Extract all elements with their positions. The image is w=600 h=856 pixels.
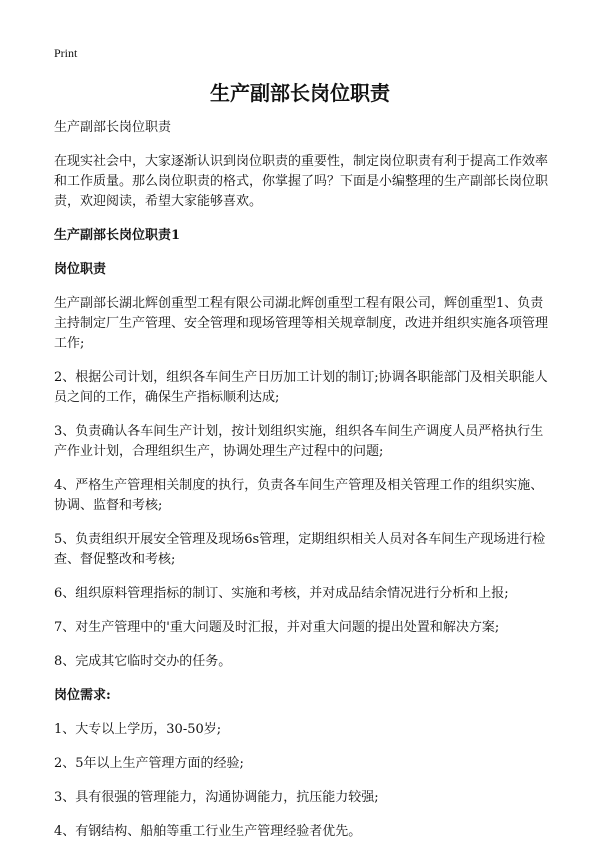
section-title: 生产副部长岗位职责1 <box>54 228 181 243</box>
requirement-item: 2、5年以上生产管理方面的经验; <box>54 756 244 771</box>
subtitle: 生产副部长岗位职责 <box>54 120 172 135</box>
duty-item: 4、严格生产管理相关制度的执行，负责各车间生产管理及相关管理工作的组织实施、协调、监督和考核; <box>54 478 544 513</box>
page-title: 生产副部长岗位职责 <box>210 81 390 105</box>
requirement-item: 1、大专以上学历，30-50岁; <box>54 722 222 737</box>
duty-item: 生产副部长湖北辉创重型工程有限公司湖北辉创重型工程有限公司，辉创重型1、负责主持制定厂生产管理、安全管理和现场管理等相关规章制度，改进并组织实施各项管理工作; <box>54 296 549 351</box>
duty-item: 2、根据公司计划，组织各车间生产日历加工计划的制订;协调各职能部门及相关职能人员之间的工作，确保生产指标顺利达成; <box>54 370 548 405</box>
document-body <box>54 118 550 856</box>
duty-item: 8、完成其它临时交办的任务。 <box>54 654 232 669</box>
requirements-heading: 岗位需求: <box>54 688 111 703</box>
requirement-item: 4、有钢结构、船舶等重工行业生产管理经验者优先。 <box>54 824 362 839</box>
print-link[interactable]: Print <box>54 46 78 60</box>
duty-item: 3、负责确认各车间生产计划，按计划组织实施，组织各车间生产调度人员严格执行生产作业计划，合理组织生产，协调处理生产过程中的问题; <box>54 424 544 459</box>
duties-heading: 岗位职责 <box>54 262 107 277</box>
duty-item: 6、组织原料管理指标的制订、实施和考核，并对成品结余情况进行分析和上报; <box>54 586 509 601</box>
requirement-item: 3、具有很强的管理能力，沟通协调能力，抗压能力较强; <box>54 790 379 805</box>
duty-item: 7、对生产管理中的'重大问题及时汇报，并对重大问题的提出处置和解决方案; <box>54 620 500 635</box>
duty-item: 5、负责组织开展安全管理及现场6s管理，定期组织相关人员对各车间生产现场进行检查、督促整改和考核; <box>54 532 546 567</box>
intro-paragraph: 在现实社会中，大家逐渐认识到岗位职责的重要性，制定岗位职责有利于提高工作效率和工作质量。那么岗位职责的格式，你掌握了吗？下面是小编整理的生产副部长岗位职责，欢迎阅读，希望大家能够喜欢。 <box>54 154 549 209</box>
